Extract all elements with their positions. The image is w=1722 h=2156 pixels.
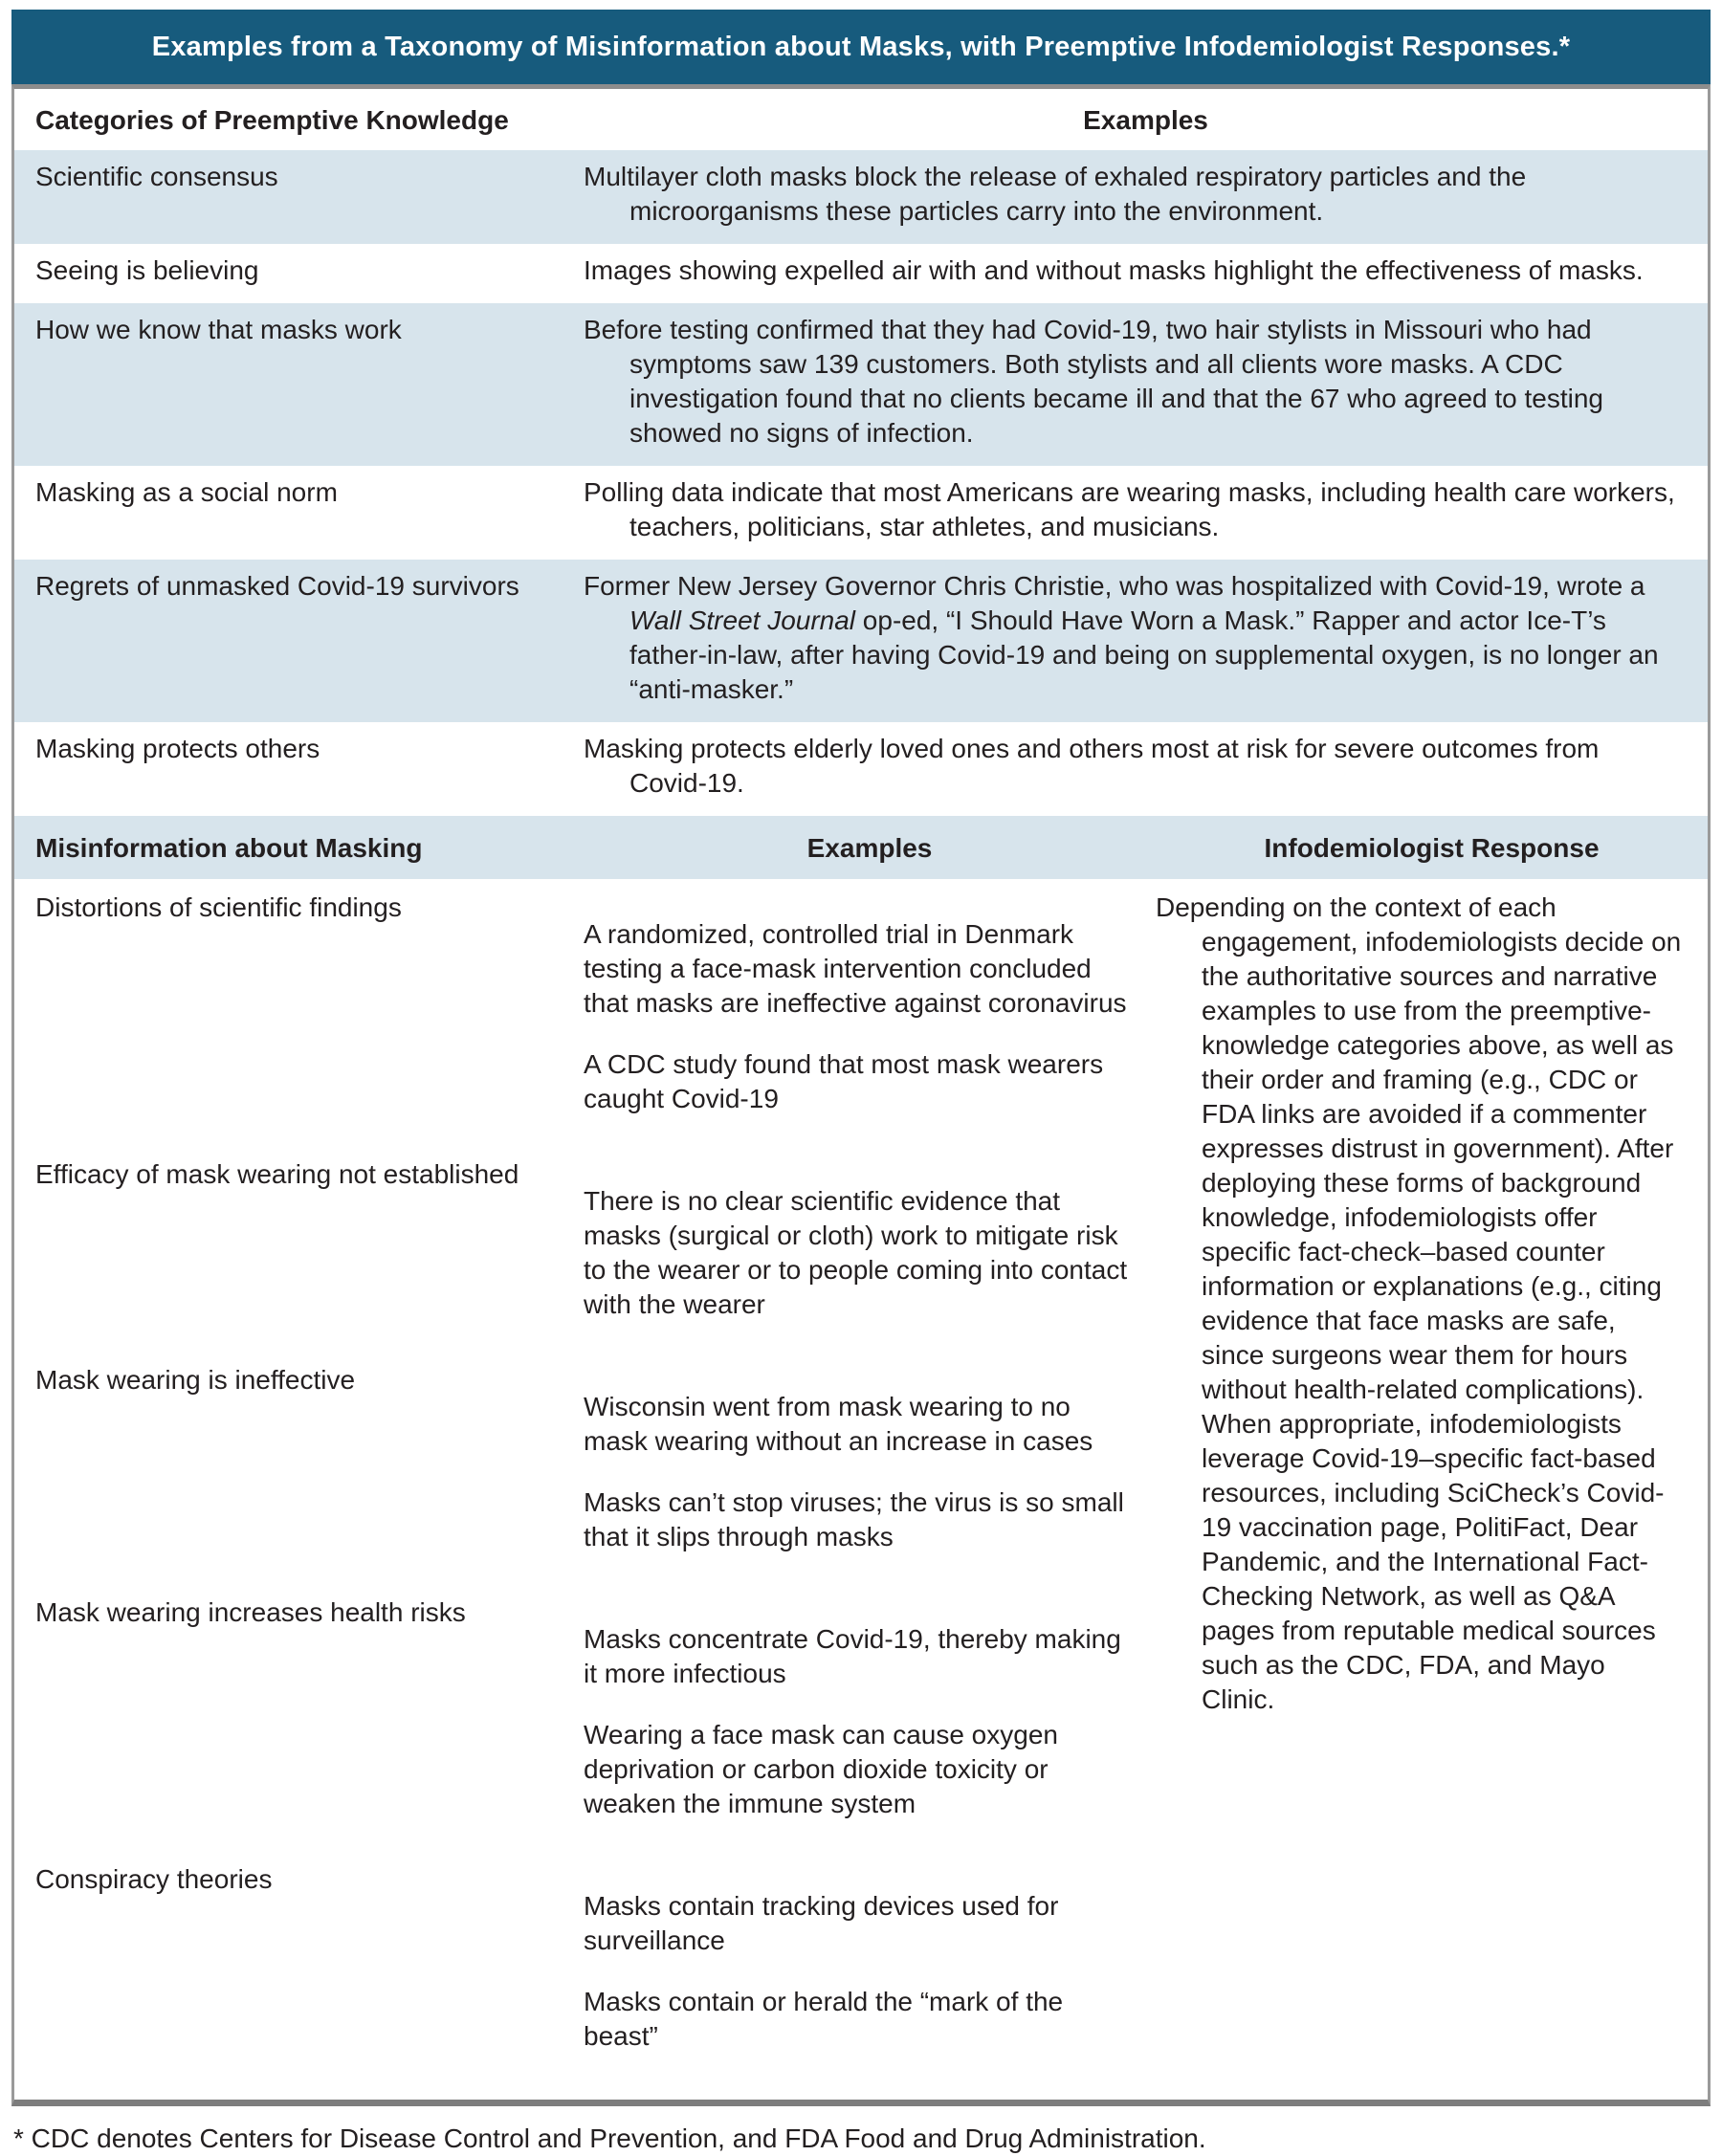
example-text: There is no clear scientific evidence that masks (surgical or cloth) work to mitigate risk to the wearer or to people coming into contact with the wearer [584,1186,1128,1319]
category-cell [14,569,584,707]
example-cell [584,253,1708,288]
example-text: Masks contain or herald the “mark of the beast” [584,1987,1064,2051]
journal-name-italic: Wall Street Journal [629,605,856,635]
table-row [14,150,1708,244]
example-text-post: op-ed, “I Should Have Worn a Mask.” Rapper and actor Ice-T’s father-in-law, after having Covid-19 and being on supplemental oxygen, is no longer an “anti-masker.” [629,605,1659,704]
category-cell [14,160,584,229]
table-row [14,722,1708,816]
example-text: A CDC study found that most mask wearers caught Covid-19 [584,1049,1104,1113]
example-text: Before testing confirmed that they had Covid-19, two hair stylists in Missouri who had symptoms saw 139 customers. Both stylists and all clients wore masks. A CDC investigation found that no clients became ill and that the 67 who agreed to testing showed no signs of infection. [584,315,1604,448]
col-header-examples: Examples [1083,105,1208,135]
example-text: Masks concentrate Covid-19, thereby making it more infectious [584,1624,1121,1688]
category-cell [14,1595,584,1848]
example-cell [584,569,1708,707]
category-label: Mask wearing is ineffective [35,1365,356,1395]
example-cell [584,891,1156,1143]
category-label: Seeing is believing [35,255,259,285]
example-text: Wearing a face mask can cause oxygen deprivation or carbon dioxide toxicity or weaken the immune system [584,1720,1058,1818]
category-label: Regrets of unmasked Covid-19 survivors [35,571,519,601]
example-text-pre: Former New Jersey Governor Chris Christie, who was hospitalized with Covid-19, wrote a [584,571,1645,601]
category-cell [14,732,584,801]
section2-body [14,879,1708,2100]
category-label: Distortions of scientific findings [35,892,402,922]
table-title-bar [11,10,1711,84]
example-cell [584,1862,1156,2080]
example-text: Images showing expelled air with and without masks highlight the effectiveness of masks. [584,255,1644,285]
example-text: Masks can’t stop viruses; the virus is so small that it slips through masks [584,1487,1124,1551]
section1-header-row [14,89,1708,150]
category-cell [14,1363,584,1581]
col-header-response: Infodemiologist Response [1264,833,1600,863]
category-cell [14,253,584,288]
table-title: Examples from a Taxonomy of Misinformation about Masks, with Preemptive Infodemiologist Responses.* [151,31,1571,62]
category-cell [14,475,584,544]
table-row [14,244,1708,303]
example-text: Masking protects elderly loved ones and others most at risk for severe outcomes from Covid-19. [584,734,1600,798]
col-header-examples-2: Examples [806,833,933,863]
category-cell [14,1157,584,1349]
example-cell [584,1363,1156,1581]
example-text [584,569,1683,707]
example-text: A randomized, controlled trial in Denmark testing a face-mask intervention concluded that masks are ineffective against coronavirus [584,919,1127,1018]
category-cell [14,891,584,1143]
category-label: Masking protects others [35,734,320,763]
example-cell [584,313,1708,451]
example-cell [584,1595,1156,1848]
example-text: Masks contain tracking devices used for surveillance [584,1891,1059,1955]
table-body [11,84,1711,2106]
table-row [14,303,1708,466]
table-row [14,560,1708,722]
section2-header-row [14,816,1708,879]
example-cell [584,1157,1156,1349]
response-text: Depending on the context of each engagement, infodemiologists decide on the authoritative sources and narrative examples to use from the preemptive-knowledge categories above, as well as their order and framing (e.g., CDC or FDA links are avoided if a commenter expresses distrust in government). After deploying these forms of background knowledge, infodemiologists offer specific fact-check–based counter information or explanations (e.g., citing evidence that face masks are safe, since surgeons wear them for hours without health-related complications). When appropriate, infodemiologists leverage Covid-19–specific fact-based resources, including SciCheck’s Covid-19 vaccination page, PolitiFact, Dear Pandemic, and the International Fact-Checking Network, as well as Q&A pages from reputable medical sources such as the CDC, FDA, and Mayo Clinic. [1156,892,1682,1714]
category-label: Scientific consensus [35,162,278,191]
category-label: Masking as a social norm [35,477,338,507]
example-text: Polling data indicate that most Americans are wearing masks, including health care workers, teachers, politicians, star athletes, and musicians. [584,477,1675,541]
example-cell [584,732,1708,801]
category-cell [14,1862,584,2080]
example-text: Multilayer cloth masks block the release of exhaled respiratory particles and the microorganisms these particles carry into the environment. [584,162,1527,226]
example-text: Wisconsin went from mask wearing to no mask wearing without an increase in cases [584,1392,1093,1456]
category-label: Mask wearing increases health risks [35,1597,466,1627]
category-label: How we know that masks work [35,315,402,344]
category-label: Efficacy of mask wearing not established [35,1159,519,1189]
response-cell [1156,891,1708,2080]
col-header-categories: Categories of Preemptive Knowledge [35,105,509,135]
category-cell [14,313,584,451]
category-label: Conspiracy theories [35,1864,273,1894]
table-footnote: * CDC denotes Centers for Disease Control and Prevention, and FDA Food and Drug Administration. [13,2123,1206,2153]
col-header-misinformation: Misinformation about Masking [35,833,423,863]
example-cell [584,160,1708,229]
example-cell [584,475,1708,544]
table-row [14,466,1708,560]
